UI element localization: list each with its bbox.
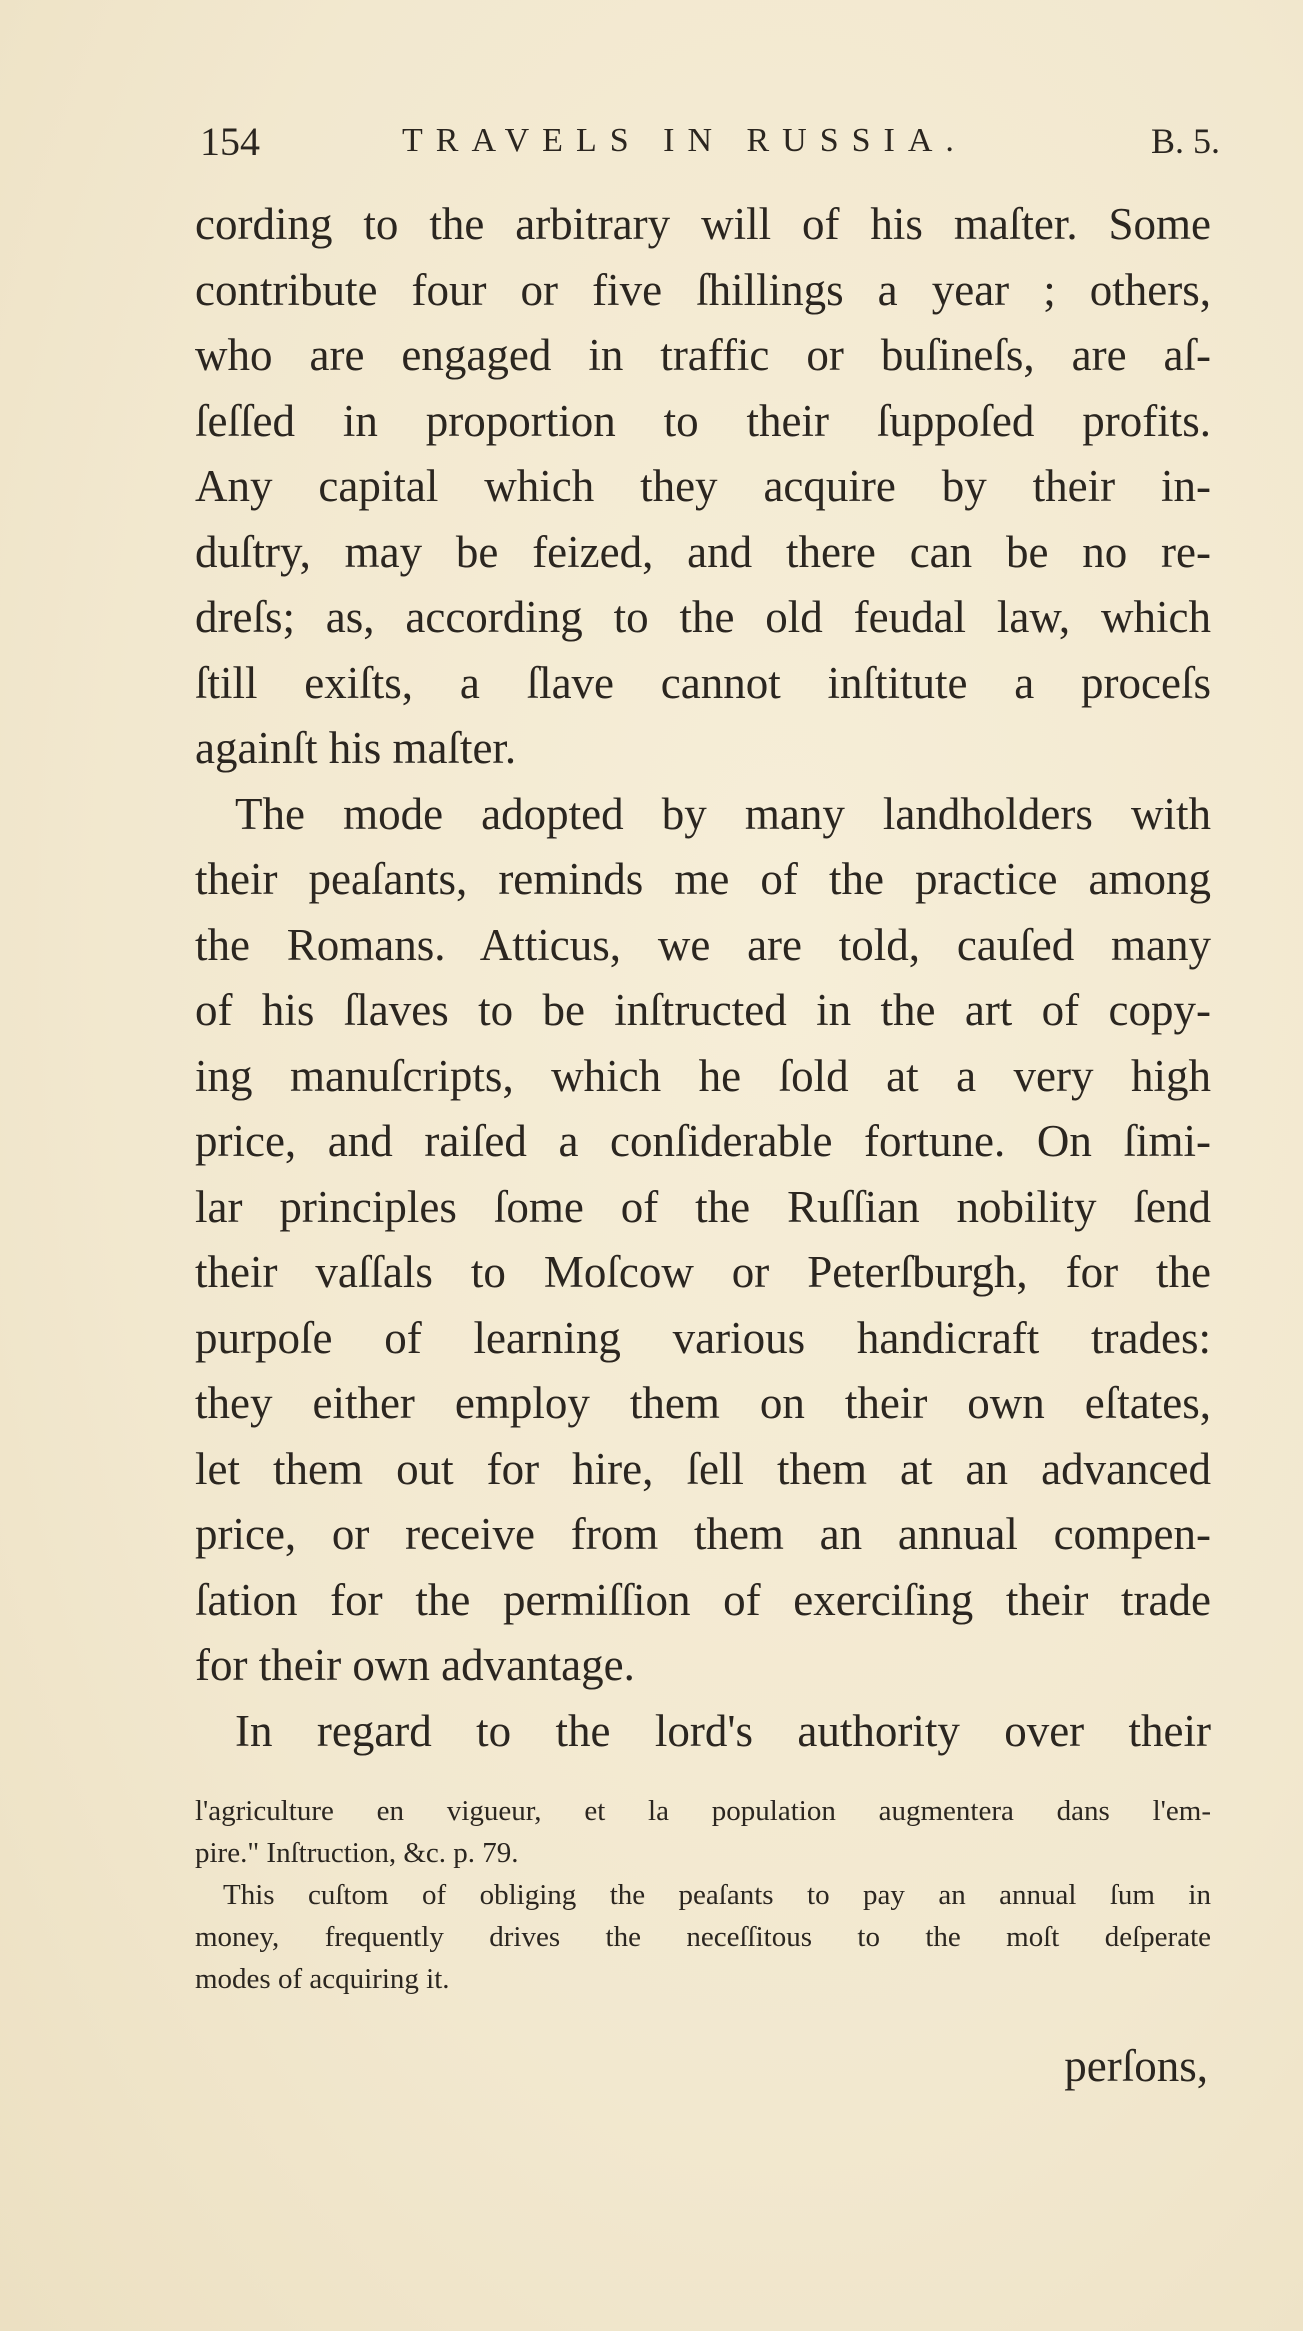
running-title: TRAVELS IN RUSSIA.	[402, 122, 967, 159]
text-line: ſeſſed in proportion to their ſuppoſed profits.	[195, 395, 1211, 446]
footnote-line: money, frequently drives the neceſſitous to the moſt deſperate	[195, 1921, 1211, 1953]
catchword: perſons,	[1064, 2041, 1208, 2091]
footnotes	[195, 1790, 1211, 2000]
text-line: let them out for hire, ſell them at an advanced	[195, 1443, 1211, 1494]
text-line: ſation for the permiſſion of exerciſing their trade	[195, 1574, 1211, 1625]
text-line: who are engaged in traffic or buſineſs, are aſ-	[195, 330, 1211, 380]
footnote-line: This cuſtom of obliging the peaſants to pay an annual ſum in	[223, 1879, 1211, 1911]
text-line: againſt his maſter.	[195, 723, 517, 773]
running-header	[190, 118, 1220, 178]
text-line: the Romans. Atticus, we are told, cauſed many	[195, 919, 1211, 970]
page-number: 154	[200, 119, 260, 164]
footnote-line: l'agriculture en vigueur, et la population augmentera dans l'em-	[195, 1795, 1211, 1827]
text-line: contribute four or five ſhillings a year ; others,	[195, 264, 1211, 315]
text-line: price, and raiſed a conſiderable fortune. On ſimi-	[195, 1116, 1211, 1166]
footnote-line: modes of acquiring it.	[195, 1963, 450, 1995]
text-line: purpoſe of learning various handicraft trades:	[195, 1312, 1211, 1363]
text-line: their peaſants, reminds me of the practice among	[195, 854, 1211, 904]
text-line: cording to the arbitrary will of his maſter. Some	[195, 199, 1211, 249]
text-line: lar principles ſome of the Ruſſian nobility ſend	[195, 1181, 1211, 1232]
text-line: ſtill exiſts, a ſlave cannot inſtitute a proceſs	[195, 657, 1211, 708]
text-line: Any capital which they acquire by their in-	[195, 461, 1211, 511]
footnote-line: pire." Inſtruction, &c. p. 79.	[195, 1837, 519, 1869]
text-line: duſtry, may be feized, and there can be no re-	[195, 526, 1211, 577]
main-text	[195, 192, 1211, 1764]
text-line: for their own advantage.	[195, 1640, 635, 1690]
paragraph-start-line: The mode adopted by many landholders with	[235, 788, 1211, 839]
text-line: price, or receive from them an annual compen-	[195, 1509, 1211, 1559]
text-line: dreſs; as, according to the old feudal law, which	[195, 592, 1211, 642]
text-line: ing manuſcripts, which he ſold at a very high	[195, 1050, 1211, 1101]
text-line: their vaſſals to Moſcow or Peterſburgh, for the	[195, 1247, 1211, 1297]
signature-mark: B. 5.	[1150, 121, 1220, 161]
paragraph-start-line: In regard to the lord's authority over their	[235, 1705, 1211, 1756]
text-line: they either employ them on their own eſtates,	[195, 1378, 1211, 1428]
text-line: of his ſlaves to be inſtructed in the art of copy-	[195, 985, 1211, 1035]
